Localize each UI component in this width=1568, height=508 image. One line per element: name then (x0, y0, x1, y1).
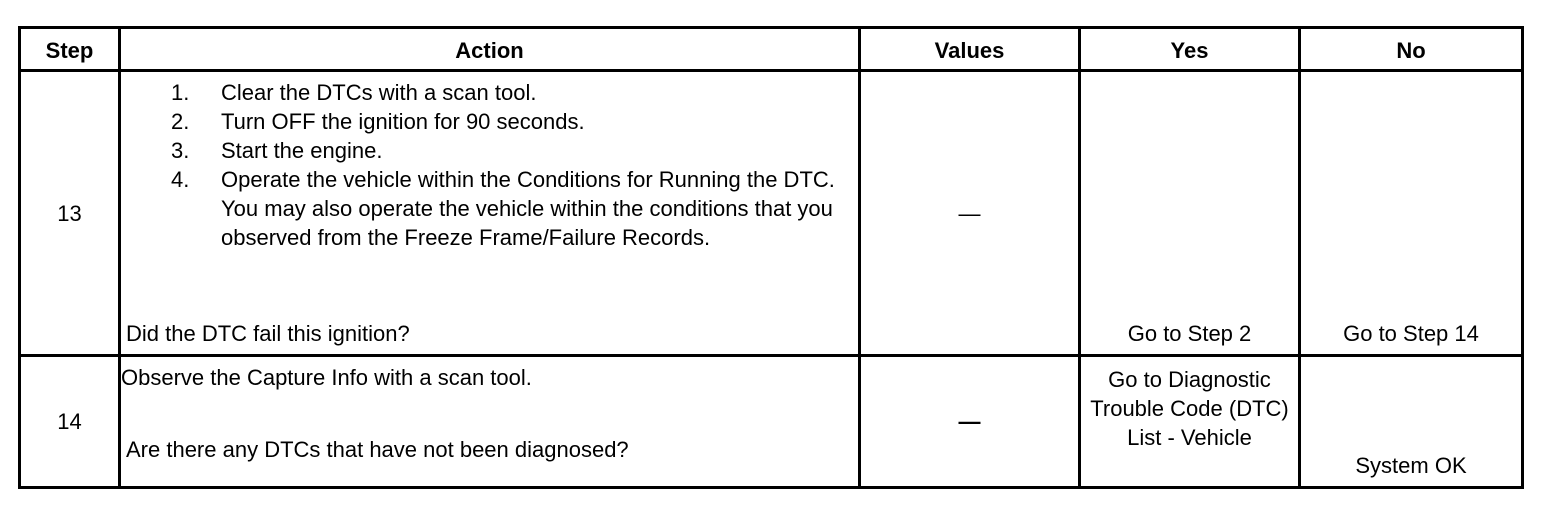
values-text: — (958, 200, 981, 226)
list-item (121, 107, 858, 136)
yes-link[interactable]: Go to Step 2 (1080, 71, 1300, 356)
action-cell (120, 356, 860, 488)
action-cell (120, 71, 860, 356)
list-item (121, 165, 858, 252)
header-step: Step (20, 28, 120, 71)
step-number: 13 (20, 71, 120, 356)
step-number: 14 (20, 356, 120, 488)
step-item-number: 3. (171, 138, 190, 163)
step-item-number: 4. (171, 167, 190, 192)
header-yes: Yes (1080, 28, 1300, 71)
no-link[interactable]: Go to Step 14 (1300, 71, 1523, 356)
step-item-number: 1. (171, 80, 190, 105)
action-question: Are there any DTCs that have not been diagnosed? (126, 437, 629, 462)
header-action: Action (120, 28, 860, 71)
values-cell (860, 71, 1080, 356)
no-link[interactable]: System OK (1300, 356, 1523, 488)
diagnostic-table (18, 26, 1524, 489)
action-steps-list (121, 78, 858, 252)
list-item (121, 78, 858, 107)
header-no: No (1300, 28, 1523, 71)
table-row (20, 356, 1523, 488)
yes-link-text[interactable]: Go to Diagnostic Trouble Code (DTC) List - Vehicle (1090, 367, 1289, 450)
values-text: — (958, 409, 981, 434)
action-question: Did the DTC fail this ignition? (126, 321, 410, 346)
yes-link[interactable] (1080, 356, 1300, 488)
step-item-text: Clear the DTCs with a scan tool. (221, 80, 537, 105)
header-values: Values (860, 28, 1080, 71)
table-row (20, 71, 1523, 356)
list-item (121, 136, 858, 165)
action-text: Observe the Capture Info with a scan tool. (121, 365, 532, 390)
step-item-text: Turn OFF the ignition for 90 seconds. (221, 109, 585, 134)
values-cell (860, 356, 1080, 488)
step-item-number: 2. (171, 109, 190, 134)
header-row (20, 28, 1523, 71)
step-item-text: Start the engine. (221, 138, 383, 163)
step-item-text: Operate the vehicle within the Conditions for Running the DTC. You may also operate the vehicle within the conditions that you observed from the Freeze Frame/Failure Records. (221, 167, 835, 250)
